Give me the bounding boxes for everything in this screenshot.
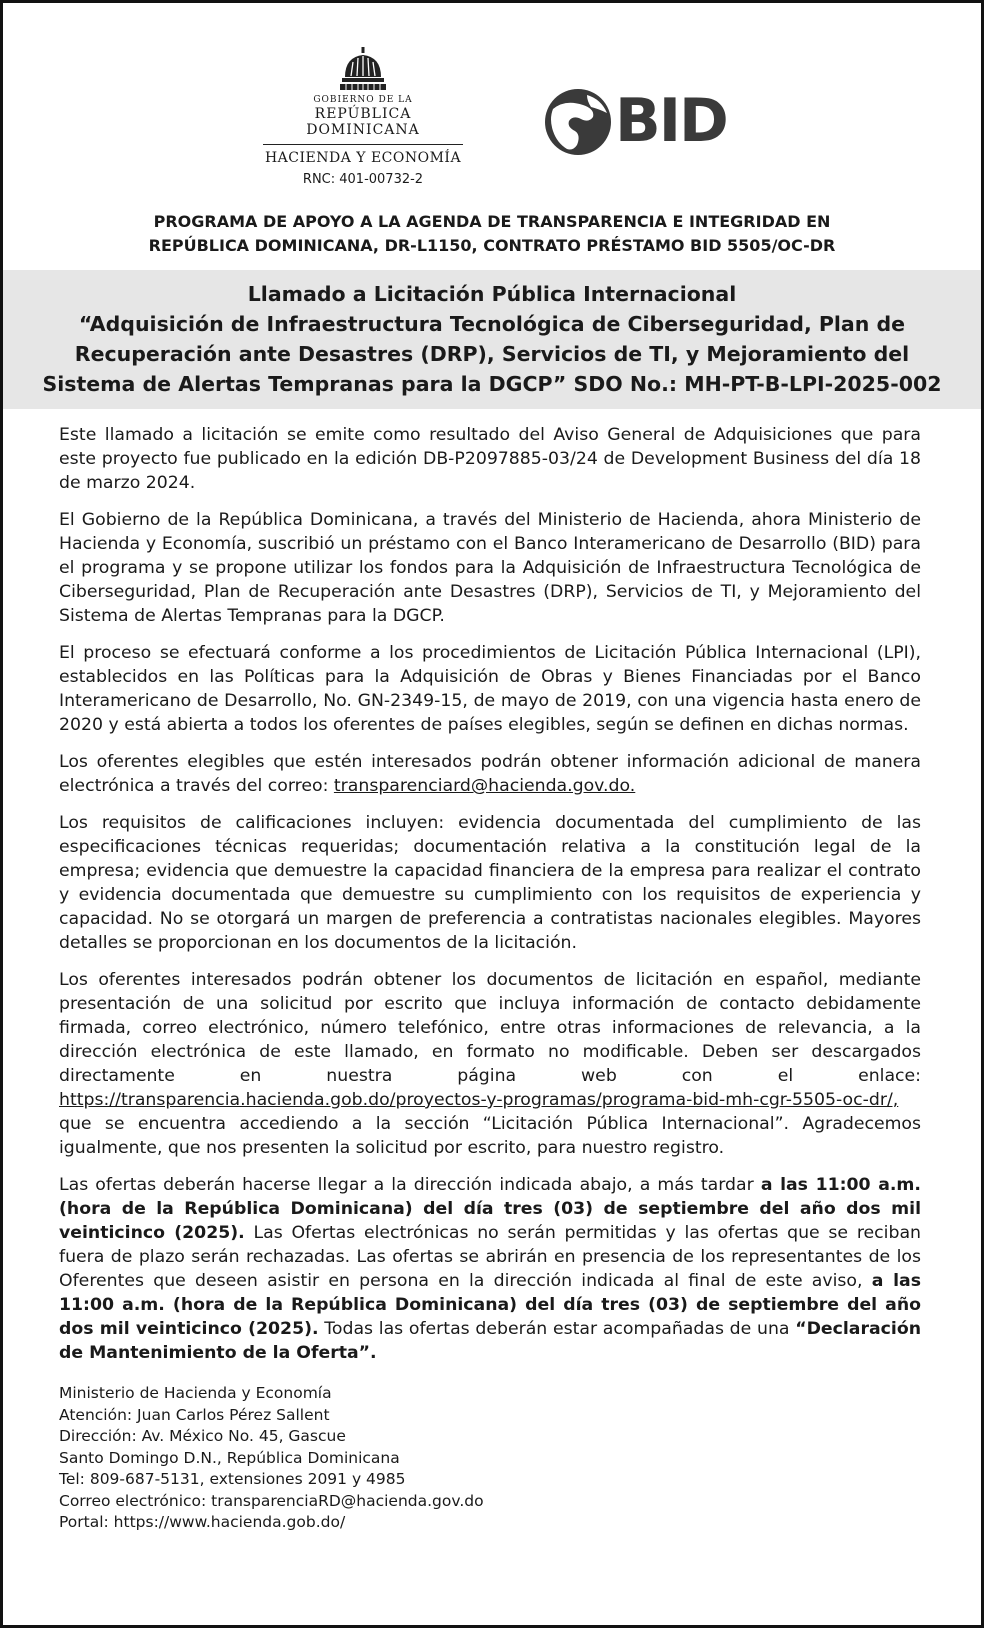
contact-portal: Portal: https://www.hacienda.gob.do/ [59,1513,346,1531]
notice-body [3,409,981,1365]
title-line2: “Adquisición de Infraestructura Tecnológica de Ciberseguridad, Plan de [78,312,906,336]
opening-bold: a las 11:00 a.m. (hora de la República Dominicana) del día tres (03) de septiembre del año dos mil veinticinco (2025). [59,1271,921,1339]
declaration-bold: “Declaración de Mantenimiento de la Oferta”. [59,1319,921,1363]
title-band [3,270,981,409]
program-line2: REPÚBLICA DOMINICANA, DR-L1150, CONTRATO PRÉSTAMO BID 5505/OC-DR [148,236,836,255]
p6-text-end: que se encuentra accediendo a la sección “Licitación Pública Internacional”. Agradecemos igualmente, que nos presenten la solicitud por escrito, para nuestro registro. [59,1114,921,1158]
paragraph-information [59,750,921,798]
government-logo [258,47,468,187]
paragraph-loan: El Gobierno de la República Dominicana, a través del Ministerio de Hacienda, ahora Ministerio de Hacienda y Economía, suscribió un préstamo con el Banco Interamericano de Desarrollo (BID) para el programa y se propone utilizar los fondos para la Adquisición de Infraestructura Tecnológica de Ciberseguridad, Plan de Recuperación ante Desastres (DRP), Servicios de TI, y Mejoramiento del Sistema de Alertas Tempranas para la DGCP. [59,510,921,626]
gov-line3: HACIENDA Y ECONOMÍA [264,150,462,166]
p7-text-c: Las Ofertas electrónicas no serán permitidas y las ofertas que se reciban fuera de plazo serán rechazadas. Las ofertas se abrirán en presencia de los representantes de los Oferentes que deseen asistir en persona en la dirección indicada al final de este aviso, [59,1223,921,1291]
title-line4: Sistema de Alertas Tempranas para la DGCP” SDO No.: MH-PT-B-LPI-2025-002 [42,372,942,396]
paragraph-procedure: El proceso se efectuará conforme a los procedimientos de Licitación Pública Internacional (LPI), establecidos en las Políticas para la Adquisición de Obras y Bienes Financiadas por el Banco Interamericano de Desarrollo, No. GN-2349-15, de mayo de 2019, con una vigencia hasta enero de 2020 y está abierta a todos los oferentes de países elegibles, según se definen en dichas normas. [59,643,921,735]
program-line1: PROGRAMA DE APOYO A LA AGENDA DE TRANSPARENCIA E INTEGRIDAD EN [153,212,831,231]
bid-logo [543,85,727,160]
p7-text-e: Todas las ofertas deberán estar acompañadas de una [318,1319,796,1339]
email-link[interactable]: transparenciard@hacienda.gov.do. [333,776,636,796]
p4-text: Los oferentes elegibles que estén interesados podrán obtener información adicional de manera electrónica a través del correo: [59,752,921,796]
title-line1: Llamado a Licitación Pública Internacional [247,282,737,306]
contact-block [3,1377,981,1534]
dome-icon [337,47,389,91]
gov-line1: GOBIERNO DE LA [313,95,413,105]
contact-ministry: Ministerio de Hacienda y Economía [59,1384,332,1402]
paragraph-general-notice: Este llamado a licitación se emite como resultado del Aviso General de Adquisiciones que para este proyecto fue publicado en la edición DB-P2097885-03/24 de Development Business del día 18 de marzo 2024. [59,425,921,493]
paragraph-requirements: Los requisitos de calificaciones incluyen: evidencia documentada del cumplimiento de las especificaciones técnicas requeridas; documentación relativa a la constitución legal de la empresa; evidencia que demuestre la capacidad financiera de la empresa para realizar el contrato y evidencia documentada que demuestre su cumplimiento con los requisitos de experiencia y capacidad. No se otorgará un margen de preferencia a contratistas nacionales elegibles. Mayores detalles se proporcionan en los documentos de la licitación. [59,813,921,953]
gov-line2: REPÚBLICA DOMINICANA [306,106,420,138]
contact-address: Dirección: Av. México No. 45, Gascue [59,1427,346,1445]
deadline-bold: a las 11:00 a.m. (hora de la República Dominicana) del día tres (03) de septiembre del año dos mil veinticinco (2025). [59,1175,921,1243]
bid-globe-icon [543,87,613,157]
title-line3: Recuperación ante Desastres (DRP), Servicios de TI, y Mejoramiento del [74,342,910,366]
contact-city: Santo Domingo D.N., República Dominicana [59,1448,400,1467]
gov-divider [263,144,463,145]
bid-logo-text: BID [615,86,727,156]
p6-text: Los oferentes interesados podrán obtener los documentos de licitación en español, mediante presentación de una solicitud por escrito que incluya información de contacto debidamente firmada, correo electrónico, número telefónico, entre otras informaciones de relevancia, a la dirección electrónica de este llamado, en formato no modificable. Deben ser descargados directamente en nuestra página web con el enlace: [59,970,921,1086]
paragraph-documents [59,968,921,1160]
contact-phone: Tel: 809-687-5131, extensiones 2091 y 4985 [59,1470,406,1488]
paragraph-deadline [59,1173,921,1365]
header [3,3,981,188]
p7-text-a: Las ofertas deberán hacerse llegar a la dirección indicada abajo, a más tardar [59,1175,761,1195]
program-heading [3,188,981,268]
rnc-text: RNC: 401-00732-2 [302,172,424,187]
website-link[interactable]: https://transparencia.hacienda.gob.do/proyectos-y-programas/programa-bid-mh-cgr-5505-oc-dr/, [59,1090,899,1110]
contact-email: Correo electrónico: transparenciaRD@hacienda.gov.do [59,1491,484,1510]
contact-attention: Atención: Juan Carlos Pérez Sallent [59,1405,330,1424]
